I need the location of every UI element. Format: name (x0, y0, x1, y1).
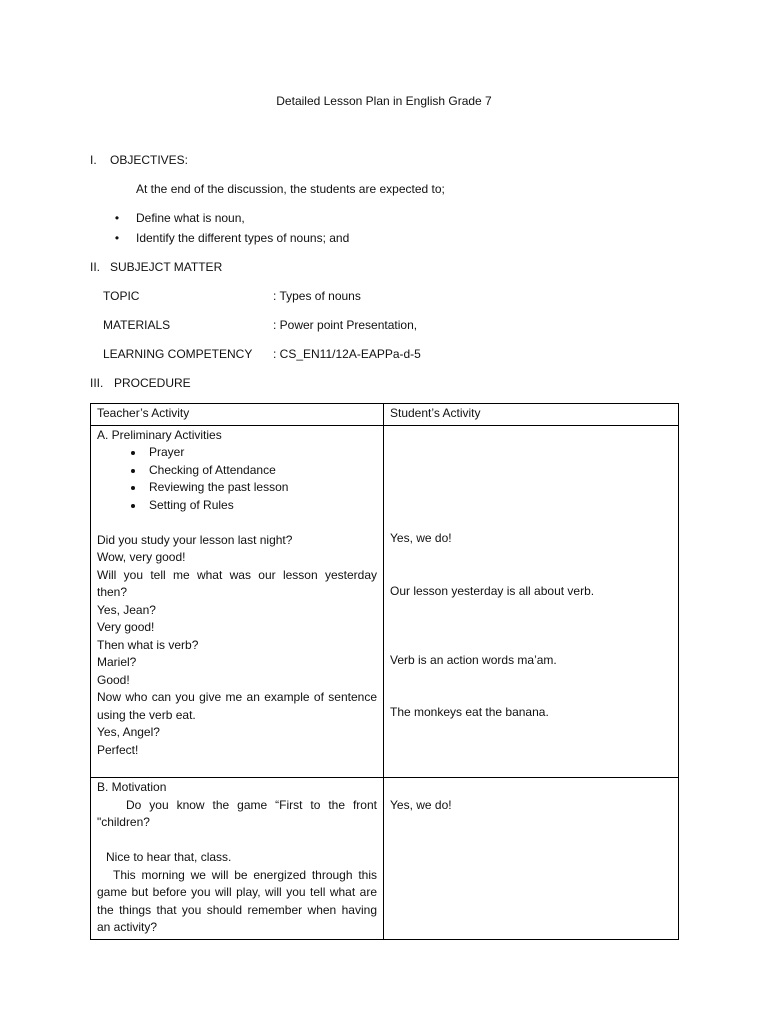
teacher-line: Good! (97, 672, 130, 687)
table-header-row (91, 404, 679, 426)
topic-label: TOPIC (103, 289, 140, 303)
objective-item: Identify the different types of nouns; and (136, 231, 350, 245)
student-line: The monkeys eat the banana. (390, 704, 549, 719)
motivation-row (91, 778, 679, 940)
student-line: Verb is an action words ma’am. (390, 652, 557, 667)
materials-label: MATERIALS (103, 318, 171, 332)
preliminary-row (91, 425, 679, 778)
objective-item: Define what is noun, (136, 211, 245, 225)
teacher-line: Yes, Angel? (97, 725, 160, 739)
teacher-line: Nice to hear that, class. (106, 850, 232, 864)
preliminary-heading: A. Preliminary Activities (97, 427, 222, 442)
student-line: Our lesson yesterday is all about verb. (390, 583, 595, 598)
teacher-line: Did you study your lesson last night? (97, 532, 293, 547)
teacher-activity-header: Teacher’s Activity (91, 404, 384, 426)
materials-value: : Power point Presentation, (273, 318, 418, 332)
teacher-line: Do you know the game “First to the front "children? (97, 797, 377, 829)
preliminary-list (97, 444, 377, 514)
objectives-heading: OBJECTIVES: (110, 153, 189, 167)
student-line: Yes, we do! (390, 530, 452, 545)
teacher-line: Wow, very good! (97, 550, 186, 564)
competency-label: LEARNING COMPETENCY (103, 347, 253, 361)
teacher-line: Will you tell me what was our lesson yesterday then? (97, 567, 377, 599)
subject-matter-heading: SUBJEJCT MATTER (110, 260, 223, 274)
procedure-table (90, 403, 679, 940)
topic-value: : Types of nouns (273, 289, 361, 303)
document-title: Detailed Lesson Plan in English Grade 7 (276, 94, 492, 108)
teacher-line: Yes, Jean? (97, 602, 156, 617)
student-activity-header: Student’s Activity (384, 404, 679, 426)
list-item: • Checking of Attendance (145, 462, 377, 480)
motivation-teacher-cell (91, 778, 384, 940)
teacher-line: Mariel? (97, 655, 137, 669)
objectives-intro: At the end of the discussion, the students are expected to; (136, 182, 445, 196)
teacher-line: Very good! (97, 620, 155, 634)
preliminary-student-cell (384, 425, 679, 778)
preliminary-teacher-cell (91, 425, 384, 778)
objectives-numeral: I. (90, 153, 97, 167)
bullet-icon: • (114, 211, 120, 225)
motivation-heading: B. Motivation (97, 780, 167, 794)
motivation-student-cell (384, 778, 679, 940)
procedure-numeral: III. (90, 376, 104, 390)
list-item: • Prayer (145, 444, 377, 462)
competency-value: : CS_EN11/12A-EAPPa-d-5 (273, 347, 421, 361)
teacher-line: Now who can you give me an example of sentence using the verb eat. (97, 690, 377, 722)
bullet-icon: • (114, 231, 120, 245)
list-item: • Reviewing the past lesson (145, 479, 377, 497)
student-line: Yes, we do! (390, 797, 452, 812)
subject-matter-numeral: II. (90, 260, 101, 274)
list-item: • Setting of Rules (145, 497, 377, 515)
procedure-heading: PROCEDURE (114, 376, 191, 390)
teacher-line: Then what is verb? (97, 637, 199, 652)
teacher-line: Perfect! (97, 742, 139, 757)
teacher-line: This morning we will be energized through this game but before you will play, will you tell what are the things that you should remember when having an activity? (97, 867, 377, 934)
